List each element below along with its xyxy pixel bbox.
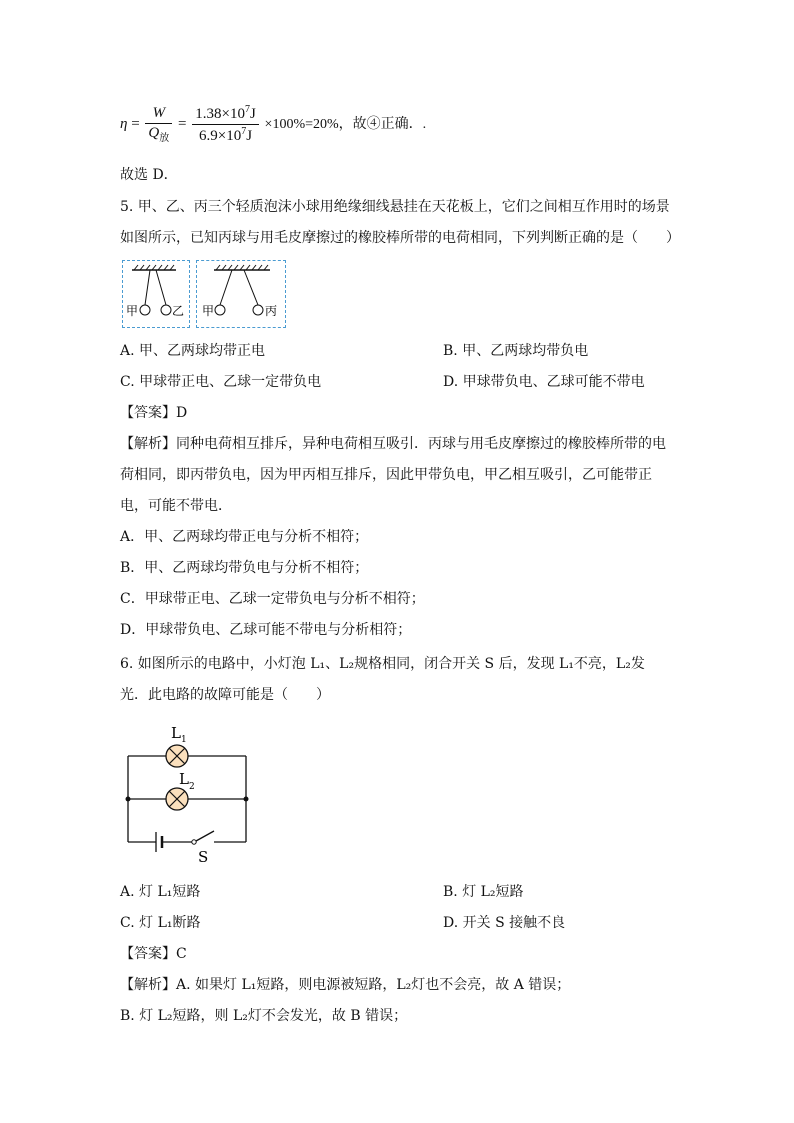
formula-eta: η	[120, 115, 128, 132]
q5-analysis-line2: 荷相同，即丙带负电，因为甲丙相互排斥，因此甲带负电，甲乙相互吸引，乙可能带正	[120, 467, 652, 483]
q5-answer: 【答案】D	[120, 405, 188, 421]
lamp-l1-label: L	[171, 724, 181, 742]
battery-icon	[156, 832, 162, 852]
formula-equals: =	[131, 115, 140, 132]
q5-left-ceiling	[132, 265, 176, 270]
q5-stem-line2: 如图所示，已知丙球与用毛皮摩擦过的橡胶棒所带的电荷相同，下列判断正确的是（ ）	[120, 230, 680, 246]
q5-label-jia-right: 甲	[202, 304, 215, 318]
conclusion-text: 故选 D．	[120, 167, 178, 183]
q5-analysis-b: B．甲、乙两球均带负电与分析不相符；	[120, 560, 369, 576]
lamp-l1-icon	[166, 745, 188, 767]
q5-label-yi: 乙	[172, 304, 185, 318]
lamp-l1-sub: 1	[181, 735, 187, 745]
q5-analysis-d: D．甲球带负电、乙球可能不带电与分析相符；	[120, 622, 412, 638]
q6-analysis-line1: 【解析】A. 如果灯 L₁短路，则电源被短路，L₂灯也不会亮，故 A 错误；	[120, 977, 571, 993]
q5-ball-yi	[161, 305, 171, 315]
q5-analysis-c: C．甲球带正电、乙球一定带负电与分析不相符；	[120, 591, 425, 607]
formula-fraction-w-q	[145, 105, 172, 144]
q6-circuit-diagram	[118, 718, 258, 868]
lamp-l2-label: L	[179, 770, 189, 788]
formula-q: Q	[148, 125, 160, 141]
q5-analysis-line1: 【解析】同种电荷相互排斥，异种电荷相互吸引．丙球与用毛皮摩擦过的橡胶棒所带的电	[120, 436, 666, 452]
q5-figure	[120, 258, 290, 330]
q6-answer: 【答案】C	[120, 946, 187, 962]
q5-ball-jia-right	[215, 305, 225, 315]
q6-option-a: A. 灯 L₁短路	[120, 884, 201, 900]
lamp-l2-sub: 2	[189, 782, 195, 792]
circuit-junction-right	[244, 797, 249, 802]
q5-right-ceiling	[214, 265, 270, 270]
formula-work-value: 1.38×10	[195, 106, 245, 122]
q5-analysis-line3: 电，可能不带电．	[120, 498, 232, 514]
q6-stem-line1: 6. 如图所示的电路中，小灯泡 L₁、L₂规格相同，闭合开关 S 后，发现 L₁不亮，L₂发	[120, 656, 645, 672]
formula-w: W	[145, 105, 172, 124]
formula-equals-2: =	[178, 115, 187, 132]
formula-heat-value: 6.9×10	[198, 128, 242, 144]
efficiency-formula	[120, 104, 426, 145]
circuit-junction-left	[126, 797, 131, 802]
formula-heat-exp: 7	[241, 126, 247, 137]
q5-label-bing: 丙	[265, 304, 278, 318]
formula-fraction-values	[192, 104, 259, 145]
q6-analysis-line2: B. 灯 L₂短路，则 L₂灯不会发光，故 B 错误；	[120, 1008, 408, 1024]
q5-ball-bing	[253, 305, 263, 315]
q6-option-b: B. 灯 L₂短路	[443, 884, 524, 900]
q5-option-c: C. 甲球带正电、乙球一定带负电	[120, 374, 322, 390]
q5-label-jia-left: 甲	[126, 304, 139, 318]
formula-work-unit: J	[249, 106, 256, 122]
q6-stem-line2: 光．此电路的故障可能是（ ）	[120, 687, 330, 703]
q5-analysis-a: A．甲、乙两球均带正电与分析不相符；	[120, 529, 369, 545]
switch-s-label: S	[198, 848, 209, 866]
formula-tail: ×100%=20%，故④正确．.	[264, 116, 427, 132]
switch-s-icon	[192, 831, 214, 844]
formula-heat-unit: J	[246, 128, 253, 144]
q5-option-b: B. 甲、乙两球均带负电	[443, 343, 589, 359]
formula-q-sub: 放	[159, 133, 170, 144]
q5-option-a: A. 甲、乙两球均带正电	[120, 343, 266, 359]
q5-stem-line1: 5. 甲、乙、丙三个轻质泡沫小球用绝缘细线悬挂在天花板上，它们之间相互作用时的场景	[120, 199, 670, 215]
q5-left-thread-a	[145, 270, 150, 305]
q5-ball-jia-left	[140, 305, 150, 315]
q5-left-thread-b	[156, 270, 166, 305]
formula-work-exp: 7	[244, 104, 250, 115]
lamp-l2-icon	[166, 788, 188, 810]
q5-option-d: D. 甲球带负电、乙球可能不带电	[443, 374, 645, 390]
q6-option-d: D. 开关 S 接触不良	[443, 915, 566, 931]
q5-right-thread-a	[220, 270, 232, 305]
q5-right-thread-b	[244, 270, 258, 305]
q6-option-c: C. 灯 L₁断路	[120, 915, 201, 931]
